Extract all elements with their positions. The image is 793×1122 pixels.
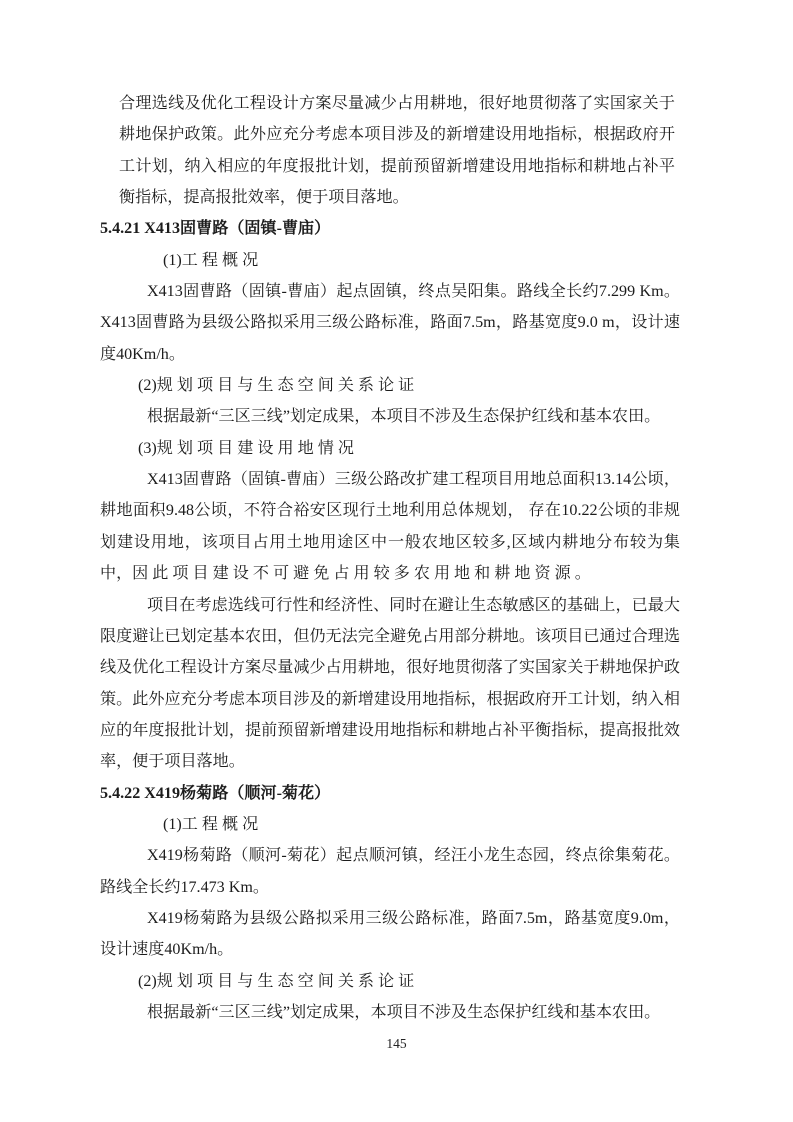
document-body: [100, 0, 680, 1028]
body-paragraph: 根据最新“三区三线”划定成果，本项目不涉及生态保护红线和基本农田。: [147, 408, 661, 426]
clause-label: (1)工 程 概 况: [163, 251, 259, 269]
body-paragraph: X413固曹路（固镇-曹庙）起点固镇，终点吴阳集。路线全长约7.299 Km。X413固曹路为县级公路拟采用三级公路标准，路面7.5m，路基宽度9.0 m，设计速度40Km/h。: [100, 283, 680, 363]
body-paragraph: X419杨菊路（顺河-菊花）起点顺河镇，经汪小龙生态园，终点徐集菊花。路线全长约17.473 Km。: [100, 847, 680, 896]
clause-label: (3)规 划 项 目 建 设 用 地 情 况: [138, 439, 354, 457]
section-heading: 5.4.21 X413固曹路（固镇-曹庙）: [100, 220, 331, 238]
clause-label: (2)规 划 项 目 与 生 态 空 间 关 系 论 证: [138, 377, 415, 395]
continued-paragraph: 合理选线及优化工程设计方案尽量减少占用耕地，很好地贯彻落了实国家关于耕地保护政策。此外应充分考虑本项目涉及的新增建设用地指标，根据政府开工计划，纳入相应的年度报批计划，提前预留新增建设用地指标和耕地占补平衡指标，提高报批效率，便于项目落地。: [119, 95, 675, 207]
clause-label: (1)工 程 概 况: [163, 815, 259, 833]
body-paragraph: X413固曹路（固镇-曹庙）三级公路改扩建工程项目用地总面积13.14公顷，耕地面积9.48公顷，不符合裕安区现行土地利用总体规划， 存在10.22公顷的非规划建设用地，该项目占用土地用途区中一般农地区较多,区域内耕地分布较为集中，因 此 项 目 建 设 不 可 避 免 占 用 较 多 农 用 地 和 耕 地 资 源 。: [100, 471, 680, 583]
section-heading: 5.4.22 X419杨菊路（顺河-菊花）: [100, 784, 331, 802]
clause-label: (2)规 划 项 目 与 生 态 空 间 关 系 论 证: [138, 972, 415, 990]
body-paragraph: 项目在考虑选线可行性和经济性、同时在避让生态敏感区的基础上，已最大限度避让已划定基本农田，但仍无法完全避免占用部分耕地。该项目已通过合理选线及优化工程设计方案尽量减少占用耕地，很好地贯彻落了实国家关于耕地保护政策。此外应充分考虑本项目涉及的新增建设用地指标，根据政府开工计划，纳入相应的年度报批计划，提前预留新增建设用地指标和耕地占补平衡指标，提高报批效率，便于项目落地。: [100, 596, 680, 771]
body-paragraph: 根据最新“三区三线”划定成果，本项目不涉及生态保护红线和基本农田。: [147, 1003, 661, 1021]
page-number: 145: [386, 1036, 407, 1051]
body-paragraph: X419杨菊路为县级公路拟采用三级公路标准，路面7.5m，路基宽度9.0m，设计速度40Km/h。: [100, 909, 680, 959]
